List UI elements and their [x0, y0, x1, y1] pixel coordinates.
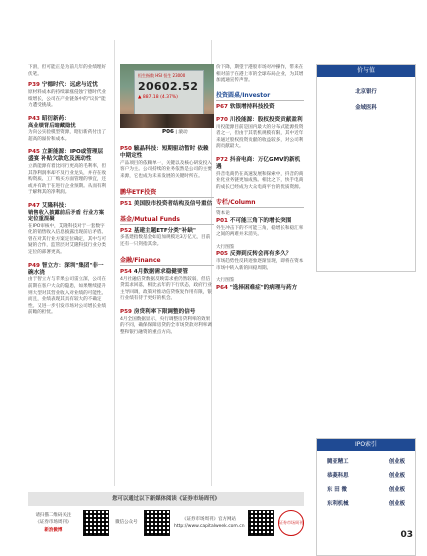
toc-entry-summary: 市场趋势性反转迹象逐渐显现，即将在资本市场中转入新的回稳周期。 — [216, 259, 304, 271]
toc-entry[interactable]: P51 美国股市投资者结构及信号重估 — [120, 200, 213, 207]
new-media-banner: 您可以通过以下新媒体阅读《证券市场周刊》 — [28, 492, 304, 506]
toc-entry-summary: 产品项目的依赖单一，关键以及核心研发投入客户为主。公司持续的业务依然是公司的主要来源，它也成为未来发展的关键时所在。 — [120, 160, 212, 179]
toc-column-2 — [120, 146, 214, 342]
qr-code-row — [28, 506, 304, 540]
qr-caption: 请扫描二维码关注 《证券市场周刊》 新浪微博 — [28, 512, 79, 534]
index-ticker: 恒生指数 HSI 恒生 23000 — [138, 73, 186, 78]
toc-entry-title: 4月数据需求稳健要管 — [133, 268, 189, 275]
toc-entry-title: 宁德时代：远虑与近忧 — [41, 82, 98, 89]
section-heading: 投资圆桌/Investor — [216, 90, 304, 101]
sidebar — [316, 40, 416, 507]
toc-entry-title: 智立方：深圳"集团"非一碗水浇 — [28, 262, 104, 276]
toc-entry-summary: 川投能源目前是国内最大的分布式能源投资者之一，但由于其装机规模有限，其中近年来通过股权投资贡献的收益较多，对公司利润贡献最大。 — [216, 124, 304, 150]
index-change: ▲ 887.18 (4.37%) — [138, 95, 178, 100]
ipo-item[interactable]: 恭菱科思 创业板 — [327, 473, 405, 479]
toc-column-1 — [28, 64, 108, 323]
toc-entry-title: 美国股市投资者结构及信号重估 — [133, 200, 213, 207]
ipo-item[interactable]: 东 田 微 创业板 — [327, 487, 405, 493]
toc-entry[interactable]: P49 智立方：深圳"集团"非一碗水浇 由于智立方与苹果公司雷立深，公司在前期在客户大众的隐患，如果继续提升则大型对其营业收入对业绩的可能性。而且，业绩表现其具有较大的不确定性。又进一步引发市场对公司增长业绩前瞻的担忧。 — [28, 262, 107, 316]
wechat-qr-code[interactable] — [144, 510, 170, 536]
toc-entry-title: 软银增持科技投资 — [229, 103, 275, 110]
ipo-item[interactable]: 东利机械 创业板 — [327, 501, 405, 507]
toc-entry[interactable]: P70 川投能源：股权投资贡献盈利 川投能源目前是国内最大的分布式能源投资者之一，但由于其装机规模有限，其中近年来通过股权投资贡献的收益较多，对公司利润贡献最大。 — [216, 116, 304, 150]
value-index-box — [316, 64, 416, 272]
section-heading: 金融/Finance — [120, 255, 214, 266]
toc-entry-title: 抖音电商：万亿GMV的新机遇 — [216, 156, 301, 170]
website-qr-code[interactable] — [248, 510, 274, 536]
website-caption[interactable]: 《证券市场周刊》官方网站 http://www.capitalweek.com.cn — [174, 516, 245, 529]
weibo-label: 新浪微博 — [44, 527, 63, 533]
toc-entry[interactable]: P52 基建主题ETF分类"补缺" 多基建指数基金如追加规模达3万亿元，目前还有一只剑指其余。 — [120, 228, 214, 249]
toc-entry[interactable]: P54 4月数据需求稳健要管 4月社融信贷数据反映需求重仍然较弱，但信贷需求回落，相比去年的下行状态，政府行业主导回调，政策对推动信贷恢复作用有限，银行业绩有待于更好的机会。 — [120, 269, 214, 303]
toc-entry[interactable]: P72 抖音电商：万亿GMV的新机遇 抖音电商仍在高速发展和探索中，抖音的商业化业务链更加成熟。相比之下，快手电商的成长已经成为大众电商平台的优质资源。 — [216, 156, 304, 190]
cover-photo-stock-board — [120, 64, 214, 128]
section-heading: 专栏/Column — [216, 197, 304, 208]
magazine-stamp-logo: 证券市场周刊 — [278, 510, 304, 536]
toc-entry-summary: 在IPO审核中，艾隆科技对于一套数字化的销售收入信息披露出现前后矛盾。曾在对其行业方案定位确定，其中与可疑的合作，监管层对艾隆科技行业分类定位的部署更高。 — [28, 223, 107, 255]
toc-entry-title: 反弹到反转会再有多久？ — [229, 251, 292, 258]
intro-text: 下滑，但可能正是为前几年的业绩埋好伏笔。 — [28, 65, 107, 77]
toc-entry-summary: 4月社融信贷数据反映需求重仍然较弱，但信贷需求回落，相比去年的下行状态，政府行业主导回调，政策对推动信贷恢复作用有限，银行业绩有待于更好的机会。 — [120, 276, 212, 302]
intro-text: 价下降，期望于港股市场对冲操作，带来在相对前于在港上市的全球布局企业，为其增加流通宣传声誉。 — [216, 65, 304, 84]
toc-entry[interactable]: P67 软银增持科技投资 — [216, 103, 275, 110]
value-item[interactable]: 北京银行 — [355, 89, 377, 95]
toc-entry[interactable]: P59 房贷利率下限调整的信号 4月全国数据显示，央行调整房贷利率的效果的不同，确保保障房贷的全市场贷款对利率调整和银行融资的重点方向。 — [120, 309, 214, 337]
section-heading: 鹏华ETF投资 — [120, 187, 214, 198]
column-author: 资本论 — [216, 211, 230, 217]
toc-entry-summary: 多基建指数基金如追加规模达3万亿元，目前还有一只剑指其余。 — [120, 235, 211, 247]
toc-entry[interactable]: P47 艾隆科技： 销售收入披露前后矛盾 行业方案定位重混凝 在IPO审核中，艾隆科技对于一套数字化的销售收入信息披露出现前后矛盾。曾在对其行业方案定位确定，其中与可疑的合作，监管层对艾隆科技行业分类定位的部署更高。 — [28, 202, 107, 255]
toc-entry[interactable]: P45 立新能源：IPO或管理层盛宴 补贴欠款危及流动性 立新能源有着比同行更高的毛利率，但其净利润率却不及行业龙头，并存在收购资质、工厂购买方面管理的事宜，还或并有助于在进行企业预期。从而有利于解释其的净利润。 — [28, 149, 107, 196]
column-author: 大行图鉴 — [216, 278, 235, 284]
toc-entry-title: 房贷利率下限调整的信号 — [133, 308, 196, 315]
toc-entry-title: 立新能源：IPO或管理层盛宴 补贴欠款危及流动性 — [28, 149, 104, 163]
toc-entry-summary: 4月全国数据显示，央行调整房贷利率的效果的不同，确保保障房贷的全市场贷款对利率调整和银行融资的重点方向。 — [120, 316, 212, 335]
toc-entry[interactable]: P39 宁德时代：远虑与近忧 原材料成本的持续暴涨侵蚀宁德时代业绩增长，公司在产业链条中的"议价"能力遭受挑战。 — [28, 82, 107, 109]
toc-entry-title: "选择困难症"的病理与药方 — [229, 284, 298, 291]
toc-entry-summary: 抖音电商仍在高速发展和探索中，抖音的商业化业务链更加成熟。相比之下，快手电商的成长已经成为大众电商平台的优质资源。 — [216, 171, 304, 190]
photo-caption[interactable]: P06 | 滚动 — [162, 129, 188, 135]
toc-entry[interactable]: P50 毓晶科技：短期驱动暂时 依赖中期定性 产品项目的依赖单一，关键以及核心研发投入客户为主。公司持续的业务依然是公司的主要来源，它也成为未来发展的关键时所在。 — [120, 146, 214, 181]
value-header: 价与值 — [317, 65, 415, 77]
toc-entry-summary: 外生冲击下的不可能三角，稳增长和稳汇率之间的两难并未消失。 — [216, 225, 304, 238]
toc-entry-subtitle: 高业绩背后暗藏隐忧 — [28, 122, 76, 129]
toc-entry-summary: 原材料成本的持续暴涨侵蚀宁德时代业绩增长，公司在产业链条中的"议价"能力遭受挑战。 — [28, 90, 107, 109]
toc-entry-title: 艾隆科技： — [41, 202, 70, 209]
column-divider — [114, 40, 115, 486]
toc-entry-title: 毓晶科技：短期驱动暂时 依赖中期定性 — [120, 146, 209, 159]
toc-entry-subtitle: 销售收入披露前后矛盾 行业方案定位重混凝 — [28, 209, 105, 223]
toc-column-3 — [216, 64, 304, 298]
index-value: 20602.52 — [138, 80, 199, 93]
crowd-silhouette — [120, 114, 214, 128]
value-item[interactable]: 金域医科 — [355, 105, 377, 111]
column-author: 大行图鉴 — [216, 244, 235, 250]
toc-entry-title: 川投能源：股权投资贡献盈利 — [229, 116, 303, 123]
toc-entry[interactable]: P43 昭衍新药： 高业绩背后暗藏隐忧 为向公实验模型资源，昭衍新药付出了超高的溢价和成本。 — [28, 115, 107, 142]
toc-entry-title: 昭衍新药： — [41, 115, 70, 122]
weibo-qr-code[interactable] — [83, 510, 109, 536]
toc-entry-summary: 立新能源有着比同行更高的毛利率，但其净利润率却不及行业龙头，并存在收购资质、工厂购买方面管理的事宜，还或并有助于在进行企业预期。从而有利于解释其的净利润。 — [28, 164, 107, 196]
toc-entry-summary: 由于智立方与苹果公司雷立深，公司在前期在客户大众的隐患，如果继续提升则大型对其营业收入对业绩的可能性。而且，业绩表现其具有较大的不确定性。又进一步引发市场对公司增长业绩前瞻的担忧。 — [28, 277, 107, 316]
toc-entry[interactable]: 大行图鉴 P05 反弹到反转会再有多久？ 市场趋势性反转迹象逐渐显现，即将在资本市场中转入新的回稳周期。 — [216, 244, 304, 271]
toc-entry[interactable]: 资本论 P01 不可能三角下的增长突围 外生冲击下的不可能三角，稳增长和稳汇率之间的两难并未消失。 — [216, 211, 304, 238]
wechat-label: 微信公众号 — [115, 520, 138, 526]
toc-entry[interactable]: 大行图鉴 P64 "选择困难症"的病理与药方 — [216, 278, 304, 292]
page-number: 03 — [400, 530, 413, 540]
section-heading: 基金/Mutual Funds — [120, 214, 214, 225]
ipo-item[interactable]: 腾亚精工 创业板 — [327, 459, 405, 465]
ipo-header: IPO索引 — [317, 439, 415, 451]
toc-entry-summary: 为向公实验模型资源，昭衍新药付出了超高的溢价和成本。 — [28, 130, 107, 142]
toc-entry-title: 不可能三角下的增长突围 — [229, 217, 292, 224]
toc-entry-title: 基建主题ETF分类"补缺" — [133, 227, 196, 234]
